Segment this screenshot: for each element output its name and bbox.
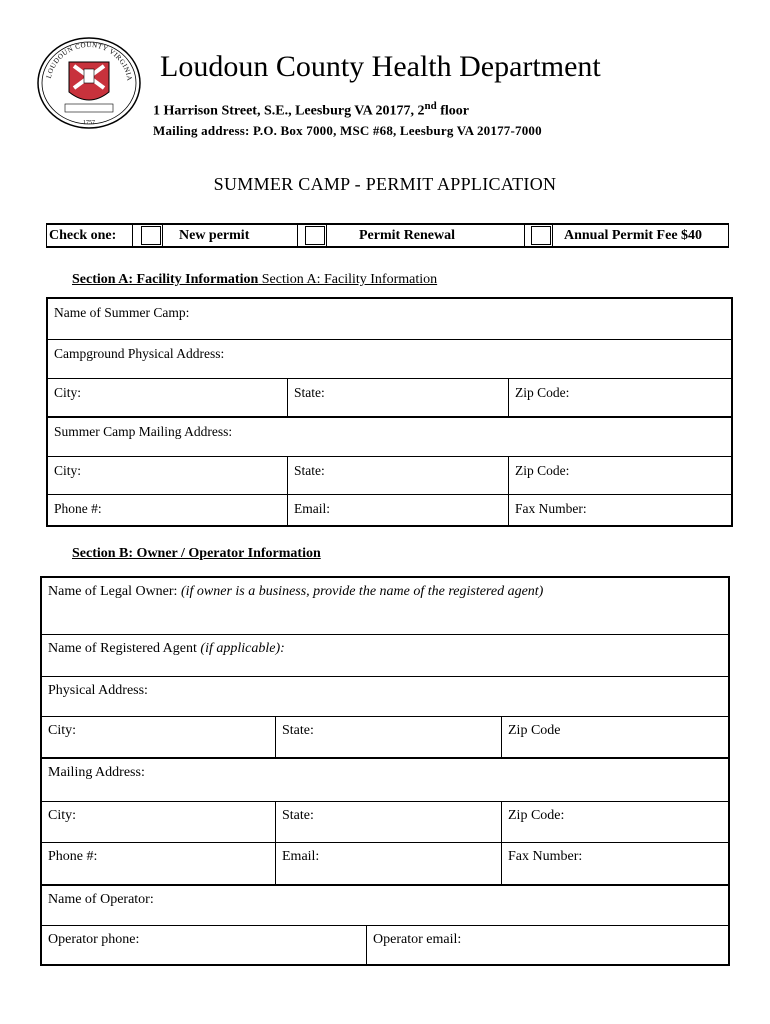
registered-agent-field[interactable]: Name of Registered Agent (if applicable):	[48, 641, 285, 656]
section-b-heading: Section B: Owner / Operator Information	[72, 546, 321, 561]
owner-phone-field[interactable]: Phone #:	[48, 849, 98, 864]
operator-name-field[interactable]: Name of Operator:	[48, 892, 154, 907]
owner-mailing-zip-field[interactable]: Zip Code:	[501, 802, 728, 842]
check-one-label: Check one:	[49, 227, 117, 243]
new-permit-label: New permit	[179, 227, 250, 243]
section-a-heading: Section A: Facility Information Section A: Facility Information	[72, 272, 438, 287]
owner-mailing-city-field[interactable]: City:	[48, 808, 77, 823]
facility-info-table	[46, 297, 733, 527]
county-seal-logo	[36, 36, 142, 130]
owner-mailing-state-field[interactable]: State:	[275, 802, 501, 842]
street-address: 1 Harrison Street, S.E., Leesburg VA 20177, 2nd floor	[153, 100, 469, 119]
owner-city-field[interactable]: City:	[48, 723, 77, 738]
campground-address-field[interactable]: Campground Physical Address:	[54, 346, 225, 361]
mailing-address: Mailing address: P.O. Box 7000, MSC #68, Leesburg VA 20177-7000	[153, 123, 542, 138]
operator-email-field[interactable]: Operator email:	[366, 926, 728, 964]
owner-physical-address-field[interactable]: Physical Address:	[48, 683, 148, 698]
camp-phone-field[interactable]: Phone #:	[54, 501, 102, 516]
new-permit-checkbox[interactable]	[141, 226, 161, 245]
camp-state-field[interactable]: State:	[287, 379, 508, 416]
mailing-city-field[interactable]: City:	[54, 463, 82, 478]
permit-renewal-label: Permit Renewal	[359, 227, 456, 243]
permit-renewal-checkbox[interactable]	[305, 226, 325, 245]
annual-fee-label: Annual Permit Fee $40	[564, 227, 703, 243]
camp-fax-field[interactable]: Fax Number:	[508, 495, 731, 525]
svg-text:LOUDOUN COUNTY VIRGINIA: LOUDOUN COUNTY VIRGINIA	[44, 40, 134, 82]
permit-type-row	[46, 223, 729, 248]
owner-email-field[interactable]: Email:	[275, 843, 501, 884]
mailing-state-field[interactable]: State:	[287, 457, 508, 494]
camp-zip-field[interactable]: Zip Code:	[508, 379, 731, 416]
owner-fax-field[interactable]: Fax Number:	[501, 843, 728, 884]
camp-name-field[interactable]: Name of Summer Camp:	[54, 305, 190, 320]
legal-owner-field[interactable]: Name of Legal Owner: (if owner is a business, provide the name of the registered agent)	[48, 584, 544, 599]
owner-operator-table	[40, 576, 730, 966]
annual-fee-checkbox[interactable]	[531, 226, 551, 245]
svg-text:1757: 1757	[83, 120, 95, 126]
owner-state-field[interactable]: State:	[275, 717, 501, 757]
mailing-zip-field[interactable]: Zip Code:	[508, 457, 731, 494]
department-title: Loudoun County Health Department	[160, 50, 601, 83]
owner-zip-field[interactable]: Zip Code	[501, 717, 728, 757]
camp-email-field[interactable]: Email:	[287, 495, 508, 525]
form-title: SUMMER CAMP - PERMIT APPLICATION	[213, 174, 557, 194]
owner-mailing-address-field[interactable]: Mailing Address:	[48, 765, 145, 780]
camp-mailing-address-field[interactable]: Summer Camp Mailing Address:	[54, 424, 233, 439]
camp-city-field[interactable]: City:	[54, 385, 82, 400]
operator-phone-field[interactable]: Operator phone:	[48, 932, 140, 947]
